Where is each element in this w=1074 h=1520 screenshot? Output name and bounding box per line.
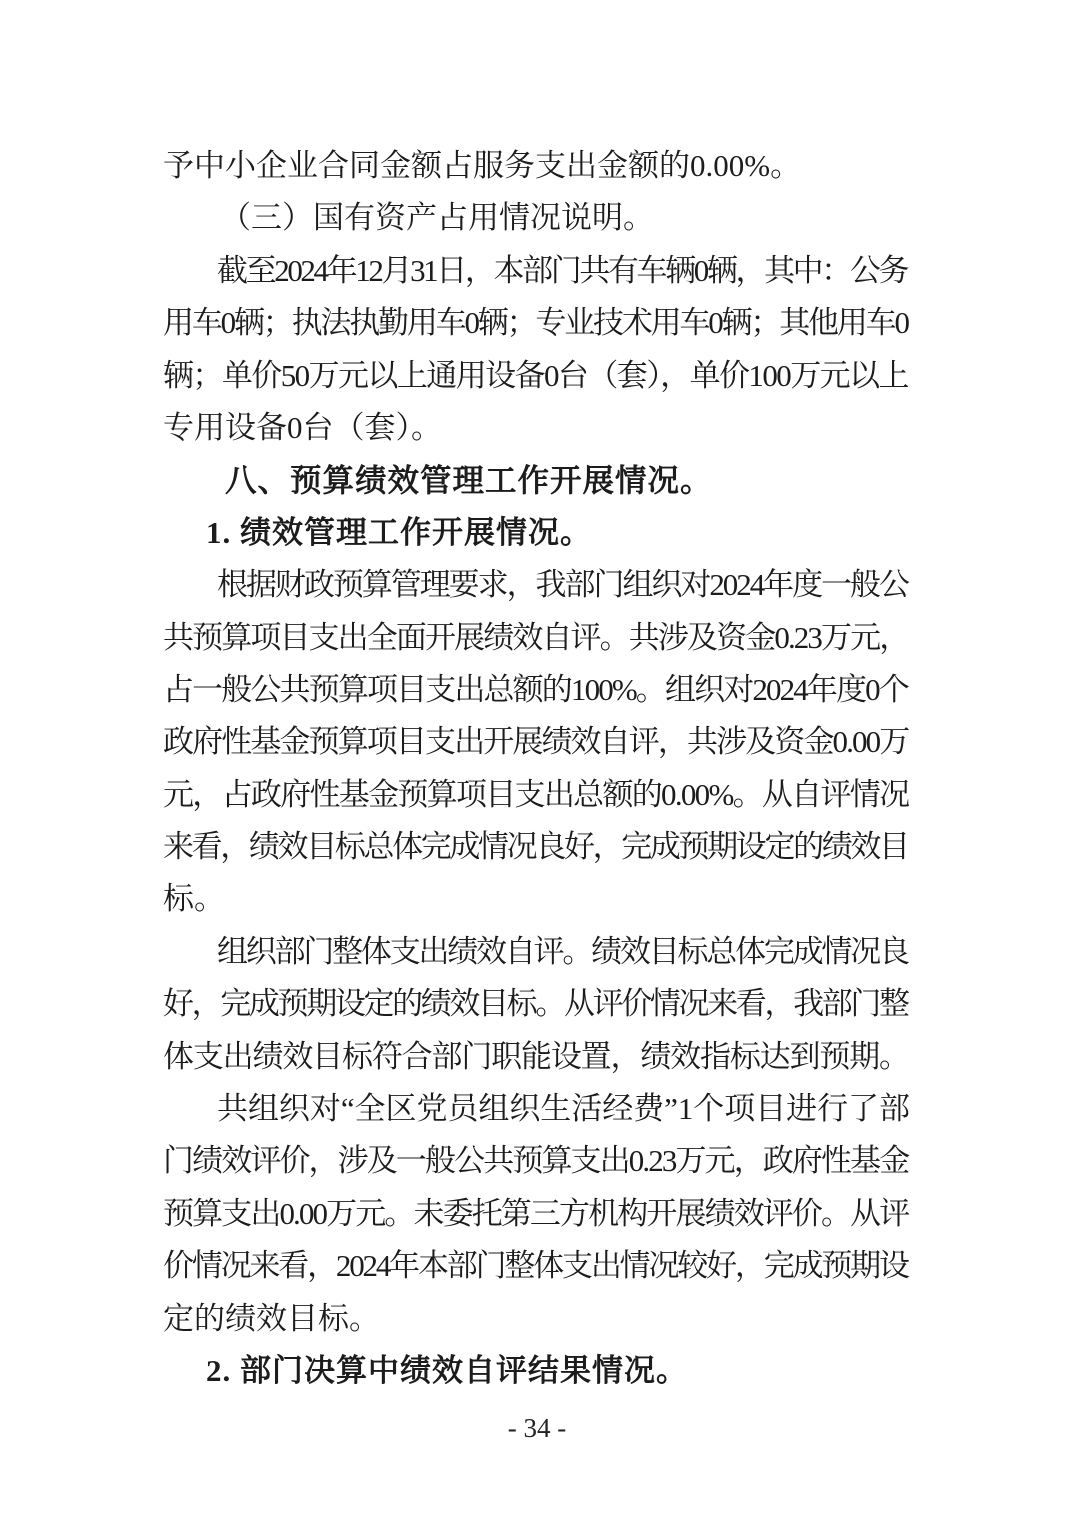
body-text-line: 组织部门整体支出绩效自评。绩效目标总体完成情况良: [217, 933, 908, 969]
body-text-line: 好，完成预期设定的绩效目标。从评价情况来看，我部门整: [163, 986, 908, 1022]
body-text-line: 用车0辆；执法执勤用车0辆；专业技术用车0辆；其他用车0: [163, 305, 908, 341]
body-text-line: 根据财政预算管理要求，我部门组织对2024年度一般公: [217, 567, 908, 603]
body-text-line: 体支出绩效目标符合部门职能设置，绩效指标达到预期。: [163, 1038, 909, 1074]
body-text-line: 截至2024年12月31日，本部门共有车辆0辆，其中：公务: [217, 252, 908, 288]
page-number: - 34 -: [507, 1413, 567, 1443]
numbered-heading-2: 2. 部门决算中绩效自评结果情况。: [206, 1352, 688, 1388]
subsection-heading-san: （三）国有资产占用情况说明。: [220, 200, 654, 236]
body-text-line: 定的绩效目标。: [163, 1300, 380, 1336]
body-text-line: 共组织对“全区党员组织生活经费”1个项目进行了部: [217, 1091, 910, 1127]
body-text-line: 价情况来看，2024年本部门整体支出情况较好，完成预期设: [163, 1248, 908, 1284]
body-text-line: 政府性基金预算项目支出开展绩效自评，共涉及资金0.00万: [163, 724, 909, 760]
body-text-line: 予中小企业合同金额占服务支出金额的0.00%。: [163, 148, 802, 183]
body-text-line: 标。: [163, 881, 225, 917]
body-text-line: 来看，绩效目标总体完成情况良好，完成预期设定的绩效目: [163, 829, 908, 865]
body-text-line: 专用设备0台（套）。: [163, 409, 442, 445]
body-text-line: 门绩效评价，涉及一般公共预算支出0.23万元，政府性基金: [163, 1143, 909, 1179]
body-text-line: 共预算项目支出全面开展绩效自评。共涉及资金0.23万元，: [163, 619, 909, 655]
body-text-line: 占一般公共预算项目支出总额的100%。组织对2024年度0个: [163, 671, 908, 707]
numbered-heading-1: 1. 绩效管理工作开展情况。: [206, 514, 592, 550]
body-text-line: 预算支出0.00万元。未委托第三方机构开展绩效评价。从评: [163, 1195, 909, 1231]
body-text-line: 辆；单价50万元以上通用设备0台（套），单价100万元以上: [163, 357, 908, 393]
body-text-line: 元，占政府性基金预算项目支出总额的0.00%。从自评情况: [163, 776, 909, 812]
section-heading-ba: 八、预算绩效管理工作开展情况。: [225, 462, 713, 499]
document-body: [163, 140, 910, 1397]
